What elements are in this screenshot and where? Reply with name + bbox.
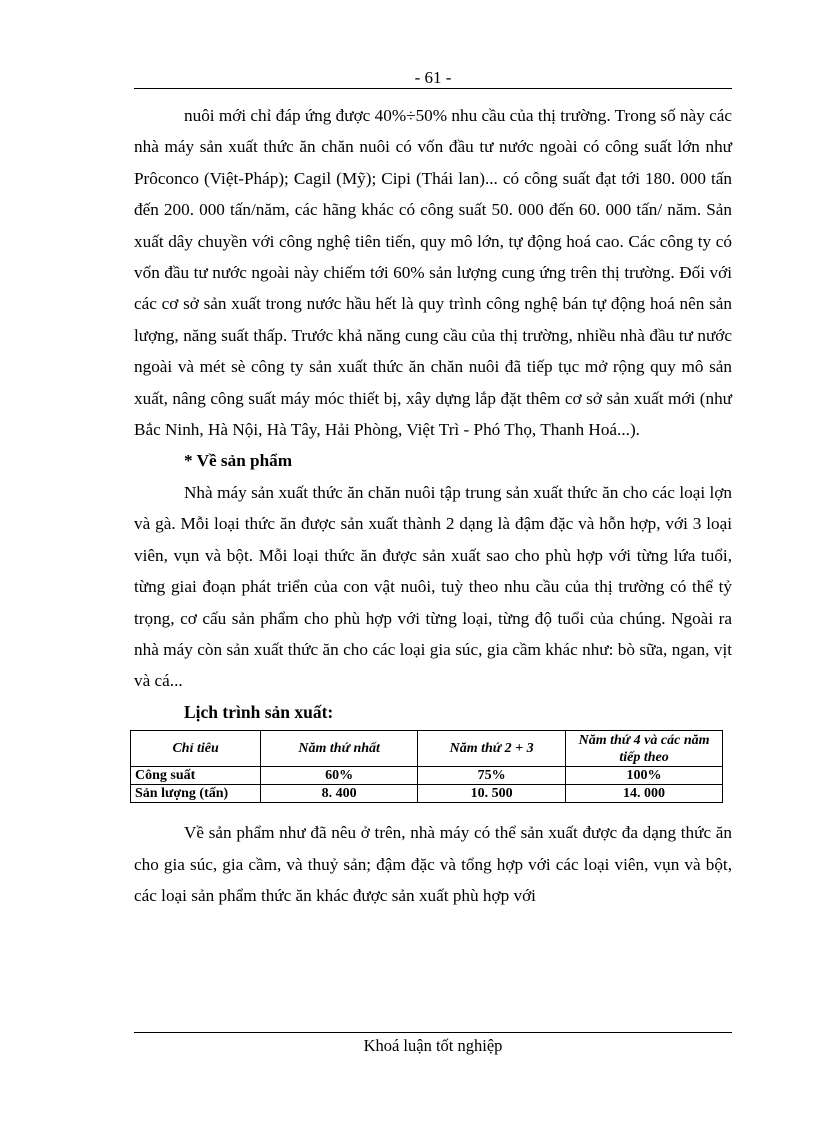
table-cell: Công suất	[131, 767, 261, 785]
table-cell: 75%	[418, 767, 566, 785]
body-paragraph: nuôi mới chỉ đáp ứng được 40%÷50% nhu cầu của thị trường. Trong số này các nhà máy sản xuất thức ăn chăn nuôi có vốn đầu tư nước ngoài có công suất lớn như Prôconco (Việt-Pháp); Cagil (Mỹ); Cipi (Thái lan)... có công suất đạt tới 180. 000 tấn đến 200. 000 tấn/năm, các hãng khác có công suất 50. 000 đến 60. 000 tấn/ năm. Sản xuất dây chuyền với công nghệ tiên tiến, quy mô lớn, tự động hoá cao. Các công ty có vốn đầu tư nước ngoài này chiếm tới 60% sản lượng cung ứng trên thị trường. Đối với các cơ sở sản xuất trong nước hầu hết là quy trình công nghệ bán tự động hoá nên sản lượng, năng suất thấp. Trước khả năng cung cầu của thị trường, nhiều nhà đầu tư nước ngoài và mét sè công ty sản xuất thức ăn chăn nuôi đã tiếp tục mở rộng quy mô sản xuất, nâng công suất máy móc thiết bị, xây dựng lắp đặt thêm cơ sở sản xuất mới (như Bắc Ninh, Hà Nội, Hà Tây, Hải Phòng, Việt Trì - Phó Thọ, Thanh Hoá...).	[134, 106, 732, 440]
section-heading: * Về sản phẩm	[184, 451, 293, 471]
table-cell: 100%	[566, 767, 723, 785]
production-schedule-table	[130, 730, 723, 803]
table-header-cell: Năm thứ 2 + 3	[418, 731, 566, 767]
page-content	[134, 100, 732, 911]
table-header-cell: Năm thứ nhất	[261, 731, 418, 767]
table-row	[131, 767, 723, 785]
table-header-cell: Chỉ tiêu	[131, 731, 261, 767]
table-row	[131, 785, 723, 803]
footer-divider	[134, 1032, 732, 1033]
table-header-row	[131, 731, 723, 767]
table-header-cell: Năm thứ 4 và các năm tiếp theo	[566, 731, 723, 767]
page-number: - 61 -	[414, 68, 452, 87]
table-cell: 10. 500	[418, 785, 566, 803]
header-divider	[134, 88, 732, 89]
table-cell: Sản lượng (tấn)	[131, 785, 261, 803]
table-title: Lịch trình sản xuất:	[184, 701, 334, 722]
footer-text: Khoá luận tốt nghiệp	[363, 1036, 503, 1055]
body-paragraph: Nhà máy sản xuất thức ăn chăn nuôi tập trung sản xuất thức ăn cho các loại lợn và gà. Mỗi loại thức ăn được sản xuất thành 2 dạng là đậm đặc và hỗn hợp, với 3 loại viên, vụn và bột. Mỗi loại thức ăn được sản xuất sao cho phù hợp với từng lứa tuổi, từng giai đoạn phát triển của con vật nuôi, tuỳ theo nhu cầu của thị trường có thể tỷ trọng, cơ cấu sản phẩm cho phù hợp với từng loại, từng độ tuổi của chúng. Ngoài ra nhà máy còn sản xuất thức ăn cho các loại gia súc, gia cầm khác như: bò sữa, ngan, vịt và cá...	[134, 482, 732, 691]
body-paragraph: Về sản phẩm như đã nêu ở trên, nhà máy có thể sản xuất được đa dạng thức ăn cho gia súc, gia cầm, và thuỷ sản; đậm đặc và tổng hợp với các loại viên, vụn và bột, các loại sản phẩm thức ăn khác được sản xuất phù hợp với	[134, 823, 732, 905]
table-cell: 60%	[261, 767, 418, 785]
table-cell: 8. 400	[261, 785, 418, 803]
table-cell: 14. 000	[566, 785, 723, 803]
